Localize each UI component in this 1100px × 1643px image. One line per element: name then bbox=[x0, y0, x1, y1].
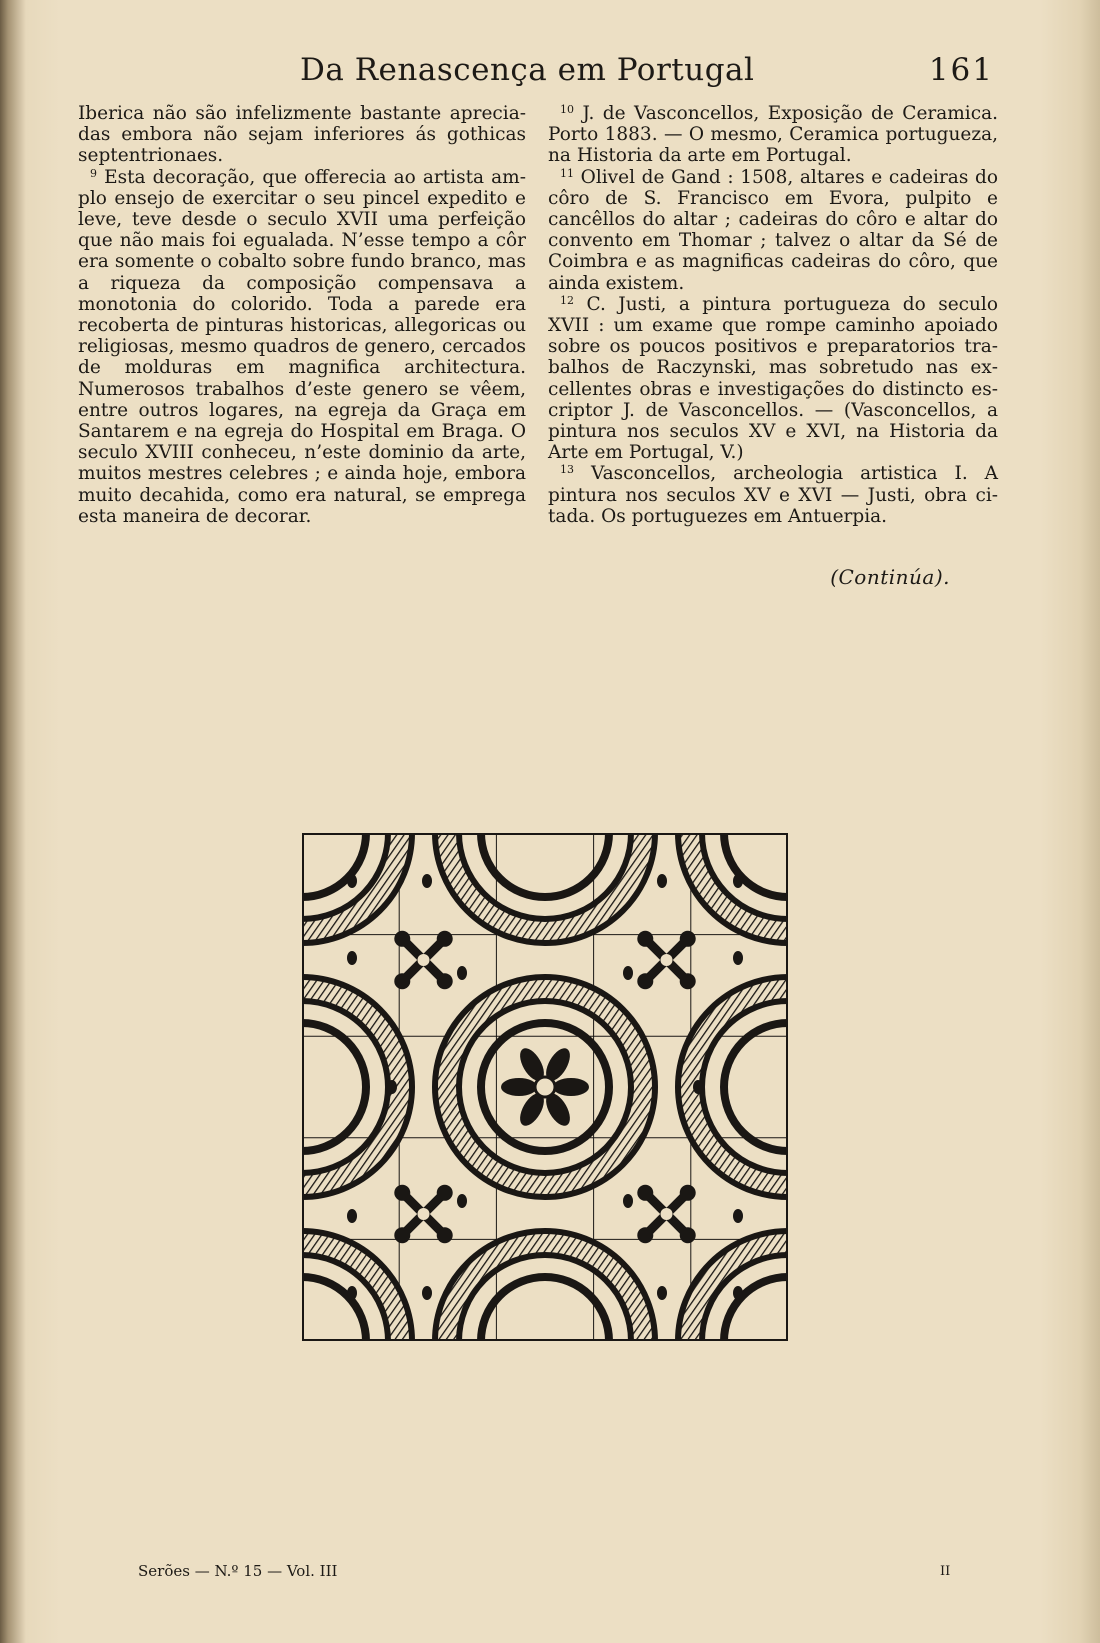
rosette-center bbox=[535, 1077, 555, 1097]
cross-arm-end bbox=[637, 1227, 653, 1243]
cross-arm-end bbox=[437, 973, 453, 989]
cross-arm-end bbox=[394, 973, 410, 989]
ornament-dot bbox=[733, 951, 743, 965]
ornament-dot bbox=[347, 1209, 357, 1223]
cross-arm-end bbox=[637, 973, 653, 989]
footer-issue-info: Serões — N.º 15 — Vol. III bbox=[138, 1562, 338, 1580]
cross-arm-end bbox=[394, 1185, 410, 1201]
footnote-11 bbox=[548, 167, 998, 294]
ornament-dot bbox=[657, 1286, 667, 1300]
ornament-dot bbox=[623, 1194, 633, 1208]
ornament-dot bbox=[347, 874, 357, 888]
ornament-dot bbox=[422, 874, 432, 888]
ornament-dot bbox=[347, 951, 357, 965]
cross-arm-end bbox=[680, 931, 696, 947]
left-column bbox=[78, 103, 526, 527]
page-header bbox=[300, 52, 1000, 92]
cross-arm-end bbox=[680, 1227, 696, 1243]
cross-arm-end bbox=[637, 1185, 653, 1201]
footnote-12 bbox=[548, 294, 998, 464]
footnote-text: Esta decoração, que offerecia ao artista amplo ensejo de exercitar o seu pincel expedito e leve, teve desde o seculo XVII uma perfeição que não mais foi egualada. N’esse tempo a côr era somente o cobalto sobre fundo branco, mas a riqueza da composição compensava a monotonia do colorido. Toda a parede era recoberta de pinturas historicas, allegoricas ou religiosas, mesmo quadros de genero, cercados de molduras em magnifica architectura. Numerosos trabalhos d’este genero se vêem, entre outros logares, na egreja da Graça em Santarem e na egreja do Hospital em Braga. O seculo XVIII conheceu, n’este dominio da arte, muitos mestres celebres ; e ainda hoje, embora muito decahida, como era natural, se emprega esta maneira de decorar. bbox=[78, 166, 526, 527]
right-column bbox=[548, 103, 998, 527]
footnote-13 bbox=[548, 463, 998, 527]
running-title: Da Renascença em Portugal bbox=[300, 52, 755, 88]
footer-signature-mark: II bbox=[940, 1564, 951, 1579]
rosette-petal bbox=[501, 1078, 537, 1096]
cross-arm-end bbox=[680, 1185, 696, 1201]
cross-arm-end bbox=[437, 931, 453, 947]
azulejo-tile-illustration bbox=[302, 833, 788, 1341]
footnote-marker: 11 bbox=[560, 166, 574, 180]
footnote-text: J. de Vasconcellos, Exposição de Ceramica. Porto 1883. — O mesmo, Ceramica portugueza, na Historia da arte em Portugal. bbox=[548, 103, 998, 167]
cross-arm-end bbox=[437, 1227, 453, 1243]
footnote-text: C. Justi, a pintura portugueza do seculo XVII : um exame que rompe caminho apoiado sobre os poucos positivos e preparatorios trabalhos de Raczynski, mas sobretudo nas excellentes obras e investigações do distincto escriptor J. de Vasconcellos. — (Vasconcellos, a pintura nos seculos XV e XVI, na Historia da Arte em Portugal, V.) bbox=[548, 293, 998, 464]
ornament-dot bbox=[422, 1286, 432, 1300]
cross-center bbox=[418, 954, 430, 966]
ornament-dot bbox=[733, 1286, 743, 1300]
continuation-note: (Continúa). bbox=[830, 565, 950, 589]
ornament-dot bbox=[733, 1209, 743, 1223]
footnote-text: Olivel de Gand : 1508, altares e cadeiras do côro de S. Francisco em Evora, pulpito e cancêllos do altar ; cadeiras do côro e altar do convento em Thomar ; talvez o altar da Sé de Coimbra e as magnificas cadeiras do côro, que ainda existem. bbox=[548, 166, 998, 294]
footnote-marker: 9 bbox=[90, 166, 97, 180]
ornament-dot bbox=[733, 874, 743, 888]
continued-paragraph: Iberica não são infelizmente bastante apreciadas embora não sejam inferiores ás gothicas septentrionaes. bbox=[78, 103, 526, 167]
cross-arm-end bbox=[637, 931, 653, 947]
ornament-dot bbox=[623, 966, 633, 980]
cross-arm-end bbox=[437, 1185, 453, 1201]
footnote-marker: 12 bbox=[560, 293, 574, 307]
azulejo-tile-pattern-icon bbox=[302, 833, 788, 1341]
page-number: 161 bbox=[928, 52, 994, 88]
cross-center bbox=[661, 1208, 673, 1220]
footnote-text: Vasconcellos, archeologia artistica I. A pintura nos seculos XV e XVI — Justi, obra citada. Os portuguezes em Antuerpia. bbox=[548, 463, 998, 527]
rosette-petal bbox=[553, 1078, 589, 1096]
ornament-dot bbox=[457, 1194, 467, 1208]
cross-arm-end bbox=[680, 973, 696, 989]
footnote-marker: 13 bbox=[560, 463, 574, 477]
footnote-marker: 10 bbox=[560, 103, 574, 116]
cross-center bbox=[661, 954, 673, 966]
ornament-dot bbox=[347, 1286, 357, 1300]
cross-center bbox=[418, 1208, 430, 1220]
ornament-dot bbox=[457, 966, 467, 980]
footnote-9 bbox=[78, 167, 526, 527]
ornament-dot bbox=[387, 1080, 397, 1094]
footnote-10 bbox=[548, 103, 998, 167]
ornament-dot bbox=[693, 1080, 703, 1094]
cross-arm-end bbox=[394, 931, 410, 947]
cross-arm-end bbox=[394, 1227, 410, 1243]
ornament-dot bbox=[657, 874, 667, 888]
